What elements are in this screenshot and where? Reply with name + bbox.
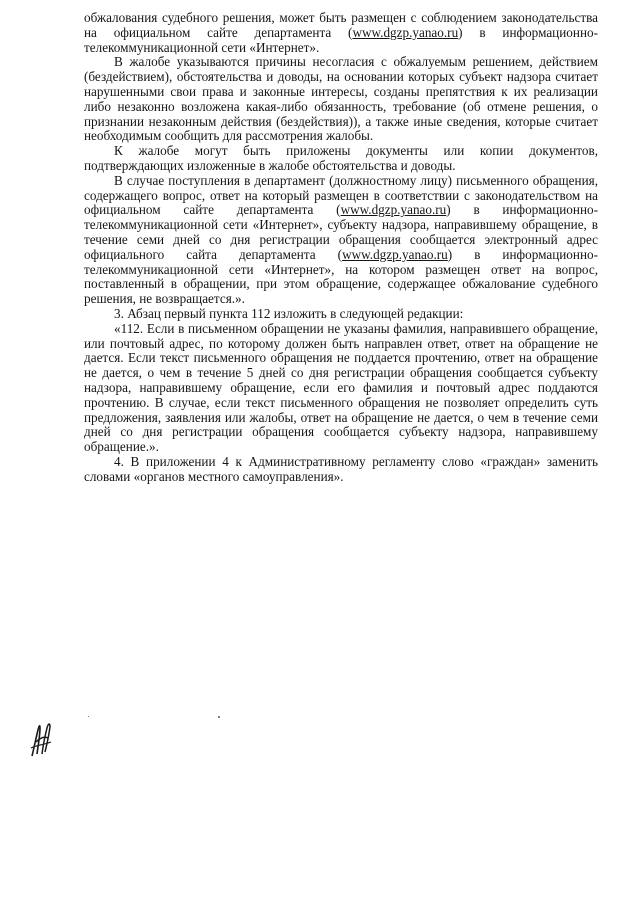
scan-speck bbox=[88, 716, 89, 717]
document-body bbox=[84, 11, 598, 485]
text-segment: В случае поступления в департамент (должностному лицу) письменного обращения, содержащего вопрос, ответ на который размещен в соответствии с законодательством на официальном сайте департамента ( bbox=[84, 172, 598, 218]
handwritten-initials-icon bbox=[28, 718, 54, 762]
website-link[interactable]: www.dgzp.yanao.ru bbox=[342, 246, 448, 262]
text-segment: ) в информационно-телекоммуникационной сети «Интернет». bbox=[84, 24, 598, 55]
text-segment: ) в информационно-телекоммуникационной сети «Интернет», субъекту надзора, направившему обращение, в течение семи дней со дня регистрации обращения сообщается электронный адрес официального сайта департамента ( bbox=[84, 202, 598, 262]
paragraph-complaint-contents: В жалобе указываются причины несогласия с обжалуемым решением, действием (бездействием), обстоятельства и доводы, на основании которых субъект надзора считает нарушенными свои права и законные интересы, созданы препятствия к их реализации либо незаконно возложена какая-либо обязанность, требование (об отмене решения, о признании незаконным действия (бездействия)), а также иные сведения, которые считает необходимым сообщить для рассмотрения жалобы. bbox=[84, 54, 598, 144]
website-link[interactable]: www.dgzp.yanao.ru bbox=[352, 24, 459, 40]
paragraph-appeal-publication bbox=[84, 11, 598, 55]
paragraph-item-3: 3. Абзац первый пункта 112 изложить в следующей редакции: bbox=[114, 305, 464, 321]
scan-speck bbox=[218, 716, 220, 718]
website-link[interactable]: www.dgzp.yanao.ru bbox=[340, 202, 447, 218]
paragraph-complaint-attachments: К жалобе могут быть приложены документы или копии документов, подтверждающих изложенные в жалобе обстоятельства и доводы. bbox=[84, 143, 598, 173]
paragraph-clause-112: «112. Если в письменном обращении не указаны фамилия, направившего обращение, или почтовый адрес, по которому должен быть направлен ответ, ответ на обращение не дается. Если текст письменного обращения не поддается прочтению, ответ на обращение не дается, о чем в течение 5 дней со дня регистрации обращения сообщается субъекту надзора, направившему обращение, если его фамилия и почтовый адрес поддаются прочтению. В случае, если текст письменного обращения не позволяет определить суть предложения, заявления или жалобы, ответ на обращение не дается, о чем в течение семи дней со дня регистрации обращения сообщается субъекту надзора, направившему обращение.». bbox=[84, 320, 598, 455]
paragraph-answer-published bbox=[84, 174, 598, 307]
text-segment: обжалования судебного решения, может быть размещен с соблюдением законодательства на официальном сайте департамента ( bbox=[84, 10, 598, 40]
paragraph-item-4: 4. В приложении 4 к Административному регламенту слово «граждан» заменить словами «органов местного самоуправления». bbox=[84, 453, 598, 484]
text-segment: ) в информационно-телекоммуникационной сети «Интернет», на котором размещен ответ на вопрос, поставленный в обращении, при этом обращение, содержащее обжалование судебного решения, не возвращается.». bbox=[84, 246, 599, 307]
